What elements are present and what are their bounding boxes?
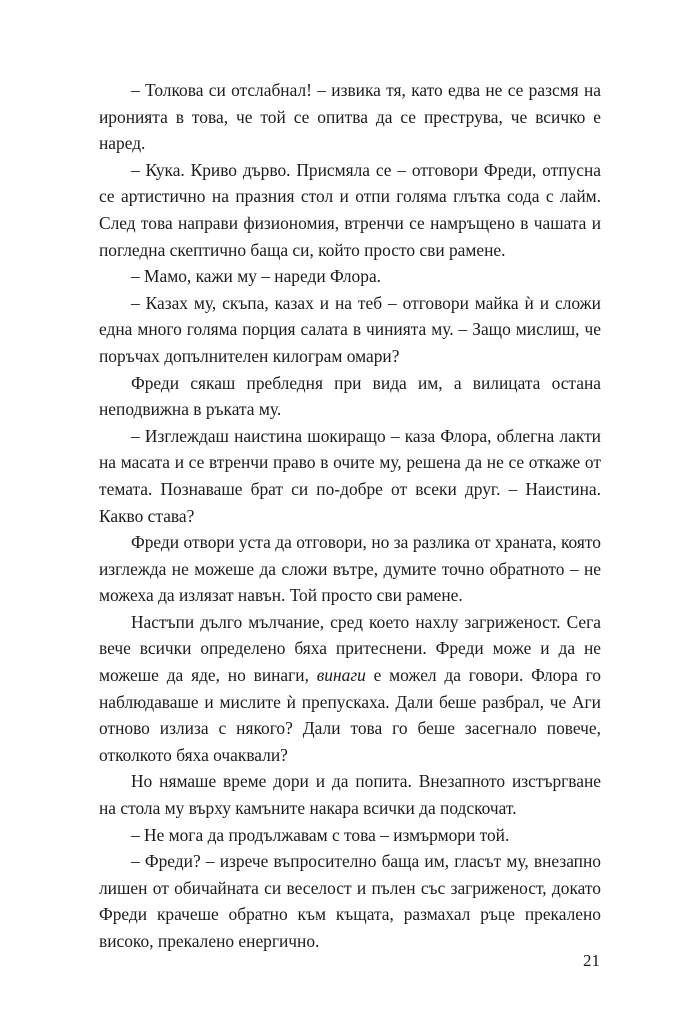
paragraph: – Толкова си отслабнал! – извика тя, като едва не се разсмя на иронията в това, че той се опитва да се преструва, че всичко е наред. [99,80,601,154]
paragraph: – Фреди? – изрече въпросително баща им, гласът му, внезапно лишен от обичайната си веселост и пълен със загриженост, докато Фреди крачеше обратно към къщата, размахал ръце прекалено високо, прекалено енергично. [99,851,601,951]
paragraph: – Казах му, скъпа, казах и на теб – отговори майка ѝ и сложи една много голяма порция салата в чинията му. – Защо мислиш, че поръчах допълнителен килограм омари? [99,292,601,366]
paragraph: Но нямаше време дори и да попита. Внезапното изстъргване на стола му върху камъните накара всички да подскочат. [99,771,601,819]
paragraph-text: Настъпи дълго мълчание, сред което нахлу загриженост. Сега вече всички определено бяха притеснени. Фреди може и да не можеше да яде, но винаги, [99,611,601,686]
paragraph: – Мамо, кажи му – нареди Флора. [131,266,382,287]
paragraph: – Изглеждаш наистина шокиращо – каза Флора, облегна лакти на масата и се втренчи право в очите му, решена да не се откаже от темата. Познаваше брат си по-добре от всеки друг. – Наистина. Какво става? [99,425,601,526]
paragraph: Фреди отвори уста да отговори, но за разлика от храната, която изглежда не можеше да сложи вътре, думите точно обратното – не можеха да излязат навън. Той просто сви рамене. [99,532,601,606]
paragraph: – Не мога да продължавам с това – измърмори той. [131,824,510,845]
paragraph [99,609,601,769]
body-text [99,77,601,955]
emphasized-word: винаги [316,665,366,686]
paragraph: Фреди сякаш пребледня при вида им, а вилицата остана неподвижна в ръката му. [99,372,601,420]
page-number: 21 [583,951,600,970]
paragraph: – Кука. Криво дърво. Присмяла се – отговори Фреди, отпусна се артистично на празния стол и отпи голяма глътка сода с лайм. След това направи физиономия, втренчи се намръщено в чашата и погледна скептично баща си, който просто сви рамене. [99,159,601,260]
paragraph-text: е можел да говори. Флора го наблюдаваше и мислите ѝ препускаха. Дали беше разбрал, че Аги отново излиза с някого? Дали това го беше засегнало повече, отколкото бяха очаквали? [99,665,601,765]
